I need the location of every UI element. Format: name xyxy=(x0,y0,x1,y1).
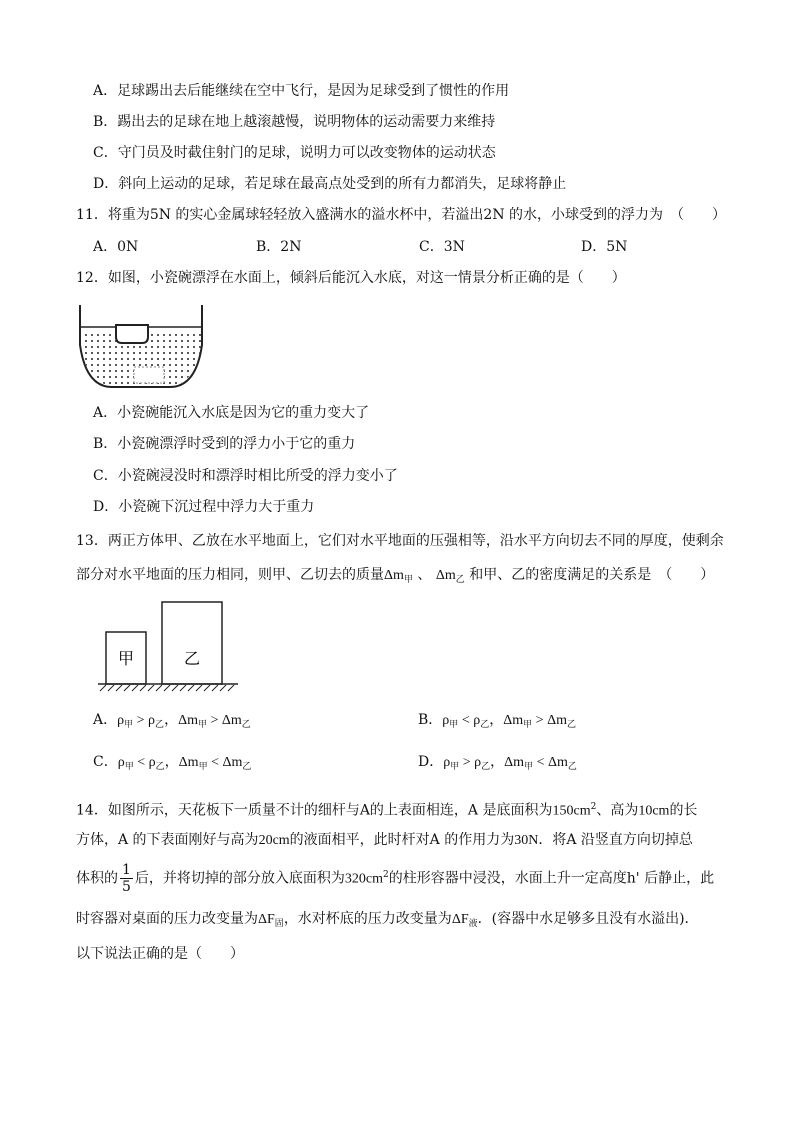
q12-option-d: D．小瓷碗下沉过程中浮力大于重力 xyxy=(93,499,315,515)
q14-line5: 以下说法正确的是（ ） xyxy=(76,946,244,962)
q12-option-c: C．小瓷碗浸没时和漂浮时相比所受的浮力变小了 xyxy=(93,468,398,484)
q10-option-c: C．守门员及时截住射门的足球，说明力可以改变物体的运动状态 xyxy=(93,145,496,161)
q10-option-b: B．踢出去的足球在地上越滚越慢，说明物体的运动需要力来维持 xyxy=(93,114,496,130)
q11-option-d: D．5N xyxy=(581,239,628,255)
q13-option-a: A．$\rho_甲 > \rho_乙$，$\Delta m_甲 > \Delta m_乙$ xyxy=(93,712,251,729)
dm-yi: $\Delta m_乙$ xyxy=(435,568,465,584)
q14-line2: 方体，A 的下表面刚好与高为20cm的液面相平，此时杆对A 的作用力为30N．将A 沿竖直方向切掉总 xyxy=(76,832,693,848)
dm-jia: $\Delta m_甲$ xyxy=(384,568,413,584)
q12-option-a: A．小瓷碗能沉入水底是因为它的重力变大了 xyxy=(93,405,370,421)
q11-option-b: B．2N xyxy=(256,239,302,255)
bowl-figure xyxy=(78,303,204,389)
q10-option-d: D．斜向上运动的足球，若足球在最高点处受到的所有力都消失，足球将静止 xyxy=(93,176,567,192)
q13-stem-text-b: 和甲、乙的密度满足的关系是 （ ） xyxy=(469,567,715,583)
q11-stem: 11．将重为5N 的实心金属球轻轻放入盛满水的溢水杯中，若溢出2N 的水，小球受到的浮力为 （ ） xyxy=(76,207,727,223)
cube-label-yi: 乙 xyxy=(183,649,201,668)
q11-option-c: C．3N xyxy=(419,239,465,255)
cube-label-jia: 甲 xyxy=(117,649,135,668)
q14-line3: 体积的 $\frac{1}{5}$ 后，并将切掉的部分放入底面积为$320cm^2$的柱形容器中浸没，水面上升一定高度h' 后静止，此 xyxy=(76,862,715,896)
q11-option-a: A．0N xyxy=(93,239,139,255)
q13-stem-text-a: 部分对水平地面的压力相同，则甲、乙切去的质量 xyxy=(76,567,384,583)
q14-line1: 14．如图所示，天花板下一质量不计的细杆与A的上表面相连，A 是底面积为$150cm^2$、高为10cm的长 xyxy=(76,802,698,819)
q14-line4: 时容器对桌面的压力改变量为$\Delta F_固$，水对杯底的压力改变量为$\Delta F_液$．(容器中水足够多且没有水溢出)． xyxy=(76,911,699,929)
q13-stem-line2: 部分对水平地面的压力相同，则甲、乙切去的质量$\Delta m_甲$ 、 $\Delta m_乙$ 和甲、乙的密度满足的关系是 （ ） xyxy=(76,567,715,584)
q12-option-b: B．小瓷碗漂浮时受到的浮力小于它的重力 xyxy=(93,436,356,452)
q13-option-c: C．$\rho_甲 < \rho_乙$，$\Delta m_甲 < \Delta m_乙$ xyxy=(93,754,252,771)
cubes-figure xyxy=(96,600,240,692)
q13-option-b: B．$\rho_甲 < \rho_乙$，$\Delta m_甲 > \Delta m_乙$ xyxy=(418,712,576,729)
q12-stem: 12．如图，小瓷碗漂浮在水面上，倾斜后能沉入水底，对这一情景分析正确的是（ ） xyxy=(76,270,626,286)
fraction-one-fifth: $\frac{1}{5}$ xyxy=(122,862,131,896)
q13-option-d: D．$\rho_甲 > \rho_乙$，$\Delta m_甲 < \Delta m_乙$ xyxy=(418,754,577,771)
q10-option-a: A．足球踢出去后能继续在空中飞行，是因为足球受到了惯性的作用 xyxy=(93,83,510,99)
q13-stem-line1: 13．两正方体甲、乙放在水平地面上，它们对水平地面的压强相等，沿水平方向切去不同的厚度，使剩余 xyxy=(76,533,724,549)
